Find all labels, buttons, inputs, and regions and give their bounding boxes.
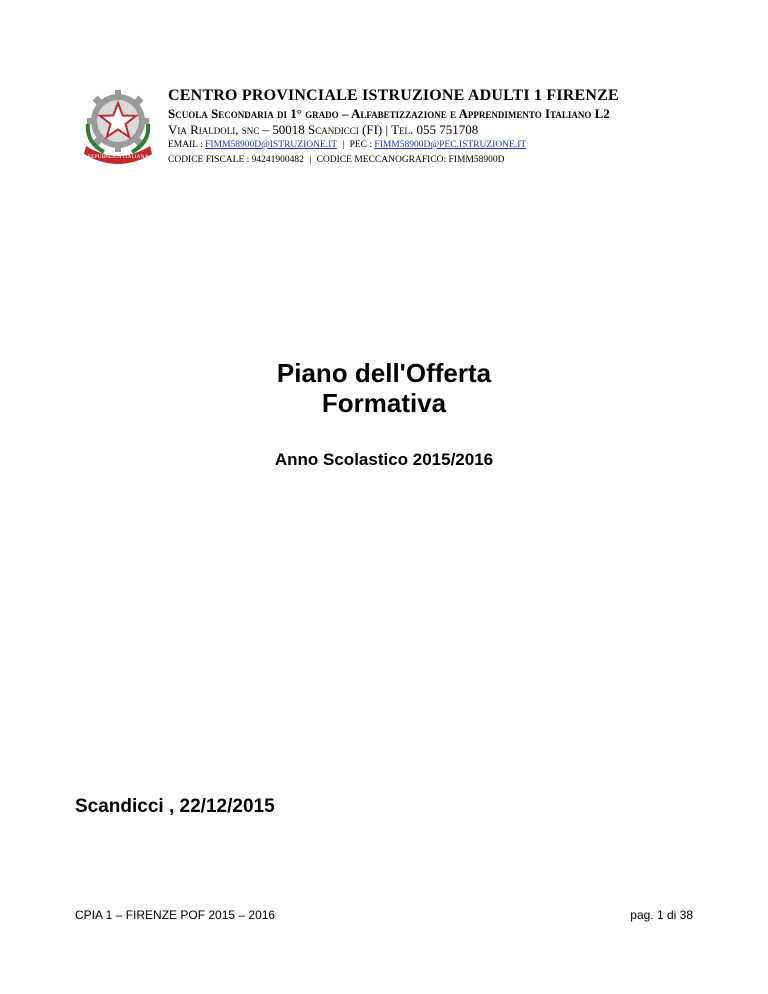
email-label: EMAIL : bbox=[168, 140, 203, 150]
title-line-1: Piano dell'Offerta bbox=[276, 358, 492, 388]
emblem-ribbon-text: REPUBBLICA ITALIANA bbox=[87, 154, 149, 160]
page-number: pag. 1 di 38 bbox=[630, 908, 693, 922]
title-line-2: Formativa bbox=[321, 388, 447, 418]
address-line: Via Rialdoli, snc – 50018 Scandicci (FI) | Tel. 055 751708 bbox=[168, 122, 479, 137]
pec-link[interactable]: FIMM58900D@PEC.ISTRUZIONE.IT bbox=[374, 140, 527, 150]
email-link[interactable]: FIMM58900D@ISTRUZIONE.IT bbox=[205, 140, 337, 150]
mech-code: FIMM58900D bbox=[448, 155, 505, 165]
repubblica-italiana-emblem-icon bbox=[78, 84, 158, 164]
place-and-date: Scandicci , 22/12/2015 bbox=[75, 796, 275, 817]
letterhead bbox=[168, 86, 728, 168]
fiscal-code-label: CODICE FISCALE : bbox=[168, 155, 250, 165]
school-year: Anno Scolastico 2015/2016 bbox=[274, 450, 494, 469]
footer-title: CPIA 1 – FIRENZE POF 2015 – 2016 bbox=[75, 908, 276, 922]
school-type: Scuola Secondaria di 1° grado – Alfabetizzazione e Apprendimento Italiano L2 bbox=[168, 106, 610, 121]
separator: | bbox=[342, 140, 345, 150]
contact-line bbox=[168, 138, 728, 153]
codes-line bbox=[168, 153, 728, 168]
mech-code-label: CODICE MECCANOGRAFICO: bbox=[316, 155, 447, 165]
document-title bbox=[0, 358, 768, 418]
pec-label: PEC : bbox=[349, 140, 373, 150]
fiscal-code: 94241900482 bbox=[251, 155, 304, 165]
institution-name: CENTRO PROVINCIALE ISTRUZIONE ADULTI 1 FIRENZE bbox=[168, 87, 619, 104]
separator: | bbox=[309, 155, 312, 165]
